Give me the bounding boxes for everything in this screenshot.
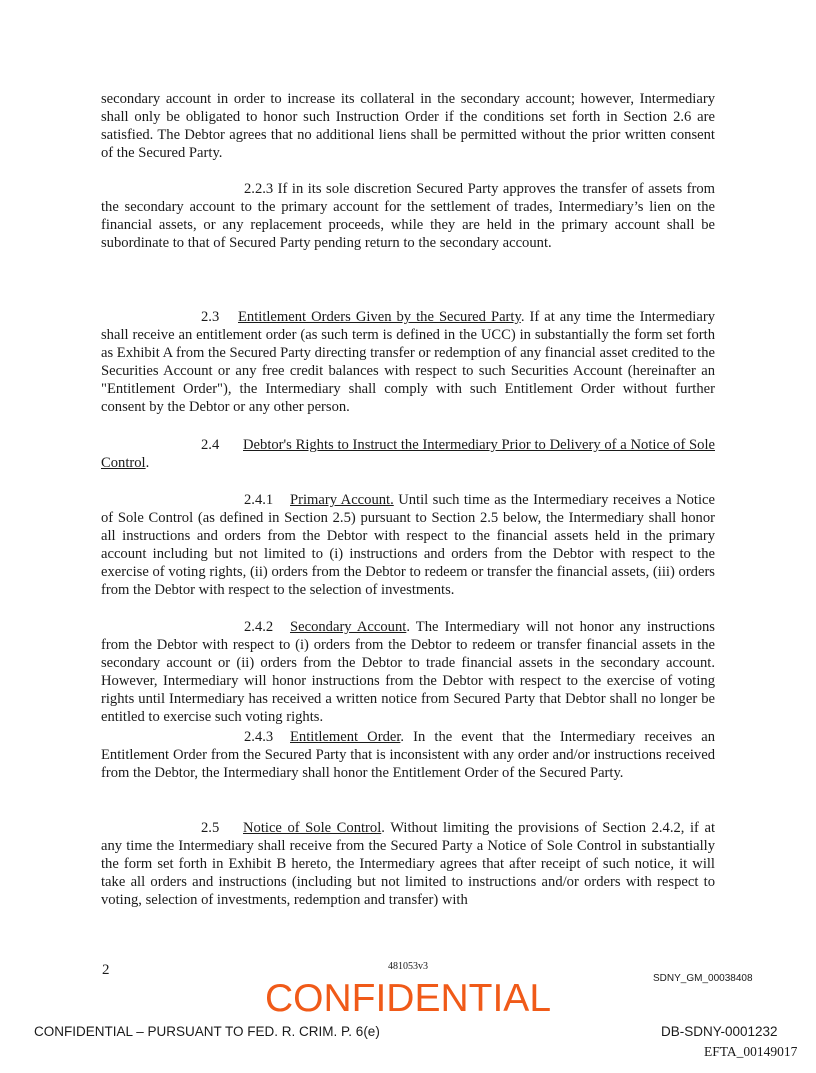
section-2-4-1-heading: Primary Account.: [290, 492, 394, 508]
section-2-3: [101, 308, 715, 417]
section-2-4-3: [101, 728, 715, 782]
section-2-4-3-heading: Entitlement Order: [290, 729, 401, 745]
section-2-4: [101, 436, 715, 472]
section-2-4-2-text: . The Intermediary will not honor any instructions from the Debtor with respect to (i) orders from the Debtor to redeem or transfer financial assets in the secondary account or (ii) orders from the Debtor to trade financial assets in the secondary account. However, Intermediary will honor instructions from the Debtor with respect to the exercise of voting rights until Intermediary has received a written notice from Secured Party that Debtor shall no longer be entitled to exercise such voting rights.: [101, 619, 715, 726]
section-2-4-3-number: 2.4.3: [244, 729, 274, 745]
section-2-4-2-number: 2.4.2: [244, 619, 274, 635]
section-2-5-text: . Without limiting the provisions of Section 2.4.2, if at any time the Intermediary shall receive from the Secured Party a Notice of Sole Control in substantially the form set forth in Exhibit B hereto, the Intermediary agrees that after receipt of such notice, it will take all orders and instructions (including but not limited to instructions and/or orders with respect to voting, selection of investments, redemption and transfer) with: [101, 820, 715, 909]
section-2-3-number: 2.3: [201, 309, 220, 325]
bates-number-top: SDNY_GM_00038408: [653, 973, 753, 984]
section-2-4-3-text: . In the event that the Intermediary receives an Entitlement Order from the Secured Party that is inconsistent with any order and/or instructions received from the Debtor, the Intermediary shall honor the Entitlement Order of the Secured Party.: [101, 729, 715, 782]
section-2-4-heading: Debtor's Rights to Instruct the Intermediary Prior to Delivery of a Notice of Sole Control: [101, 437, 715, 472]
section-2-5: [101, 819, 715, 909]
paragraph-continuation: secondary account in order to increase its collateral in the secondary account; however, Intermediary shall only be obligated to honor such Instruction Order if the conditions set forth in Section 2.6 are satisfied. The Debtor agrees that no additional liens shall be permitted without the prior written consent of the Secured Party.: [101, 91, 715, 162]
section-2-3-heading: Entitlement Orders Given by the Secured Party: [238, 309, 521, 325]
section-2-4-2: [101, 618, 715, 727]
confidential-stamp: CONFIDENTIAL: [264, 977, 552, 1020]
page-number: 2: [102, 962, 110, 978]
section-2-5-heading: Notice of Sole Control: [243, 820, 382, 836]
paragraph-2-2-3: 2.2.3 If in its sole discretion Secured Party approves the transfer of assets from the secondary account to the primary account for the settlement of trades, Intermediary’s lien on the financial assets, or any replacement proceeds, while they are held in the primary account shall be subordinate to that of Secured Party pending return to the secondary account.: [101, 181, 715, 252]
section-2-4-1-text: Until such time as the Intermediary receives a Notice of Sole Control (as defined in Section 2.5) pursuant to Section 2.5 below, the Intermediary shall honor all instructions and orders from the Debtor with respect to the financial assets held in the primary account including but not limited to (i) instructions and orders from the Debtor with respect to the exercise of voting rights, (ii) orders from the Debtor to redeem or transfer the financial assets, (iii) orders from the Debtor with respect to the selection of investments.: [101, 492, 715, 599]
section-2-4-number: 2.4: [201, 437, 220, 453]
section-2-4-2-heading: Secondary Account: [290, 619, 407, 635]
confidential-notice: CONFIDENTIAL – PURSUANT TO FED. R. CRIM. P. 6(e): [34, 1024, 380, 1039]
document-id: 481053v3: [388, 961, 428, 972]
section-2-4-1: [101, 491, 715, 600]
section-2-4-text: .: [145, 455, 150, 472]
section-2-4-1-number: 2.4.1: [244, 492, 274, 508]
section-2-3-text: . If at any time the Intermediary shall receive an entitlement order (as such term is defined in the UCC) in substantially the form set forth as Exhibit A from the Secured Party directing transfer or redemption of any financial asset credited to the Securities Account or any free credit balances with respect to such Securities Account (hereinafter an "Entitlement Order"), the Intermediary shall comply with such Entitlement Order without further consent by the Debtor or any other person.: [101, 309, 715, 416]
bates-number-db: DB-SDNY-0001232: [661, 1024, 778, 1039]
bates-number-efta: EFTA_00149017: [704, 1044, 798, 1059]
section-2-5-number: 2.5: [201, 820, 220, 836]
